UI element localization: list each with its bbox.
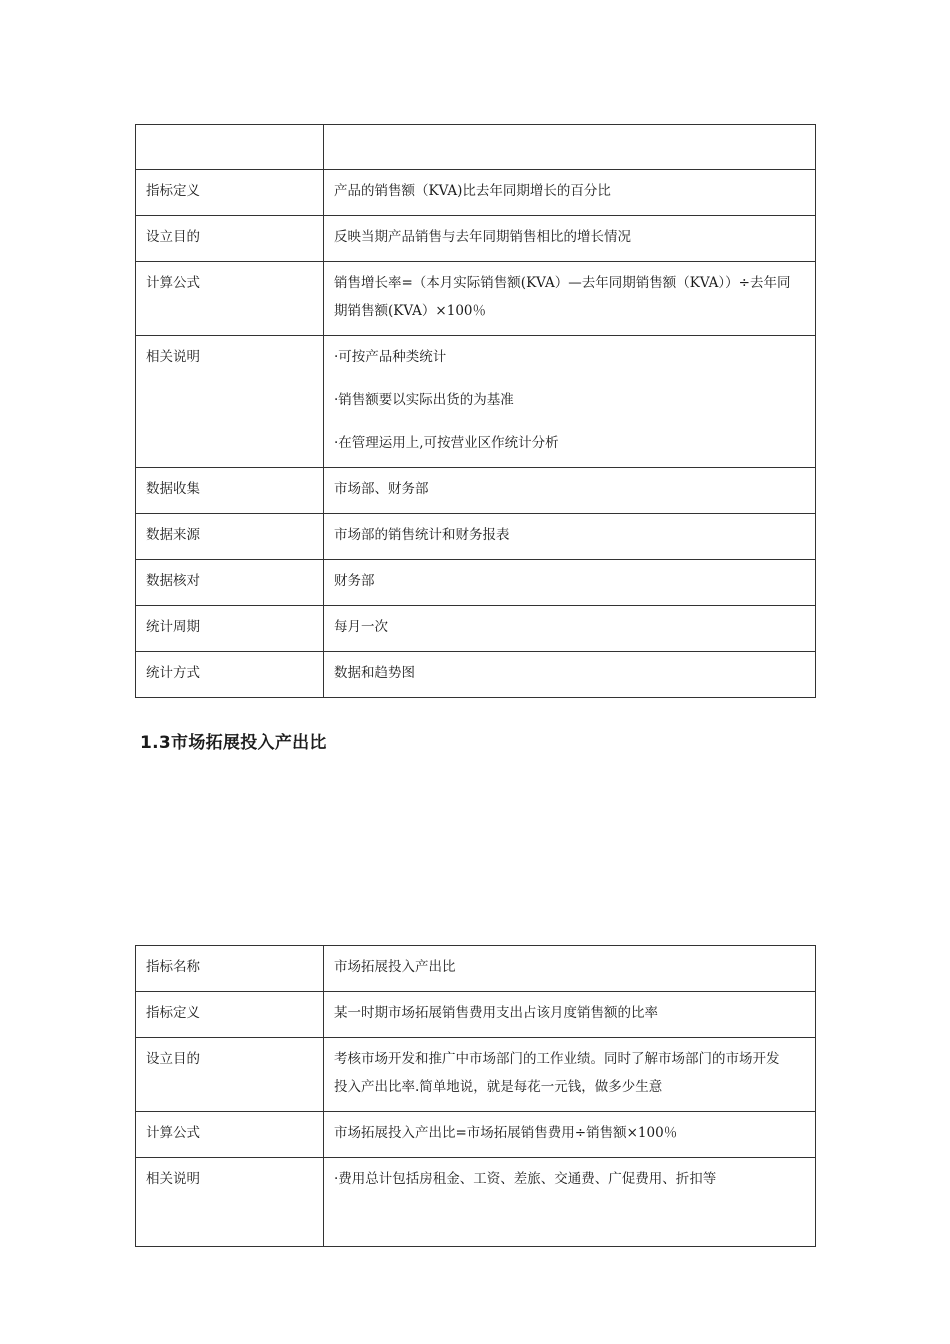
row-value: 某一时期市场拓展销售费用支出占该月度销售额的比率 <box>324 992 816 1038</box>
table-row <box>136 125 816 170</box>
indicator-table-sales-growth <box>135 124 816 698</box>
row-label: 统计方式 <box>136 652 324 698</box>
row-label: 指标定义 <box>136 170 324 216</box>
row-value: ·费用总计包括房租金、工资、差旅、交通费、广促费用、折扣等 <box>324 1158 816 1247</box>
table-row <box>136 1158 816 1247</box>
table-row <box>136 652 816 698</box>
row-label: 设立目的 <box>136 216 324 262</box>
row-value: 反映当期产品销售与去年同期销售相比的增长情况 <box>324 216 816 262</box>
table-row <box>136 1112 816 1158</box>
row-value: 每月一次 <box>324 606 816 652</box>
row-value <box>324 336 816 468</box>
row-label: 计算公式 <box>136 1112 324 1158</box>
formula-line: 期销售额(KVA）×100％ <box>334 303 487 319</box>
row-value: 市场拓展投入产出比=市场拓展销售费用÷销售额×100％ <box>324 1112 816 1158</box>
row-value: 市场部的销售统计和财务报表 <box>324 514 816 560</box>
row-label: 统计周期 <box>136 606 324 652</box>
row-value <box>324 262 816 336</box>
formula-line: 销售增长率=（本月实际销售额(KVA）—去年同期销售额（KVA））÷去年同 <box>334 275 791 291</box>
table-row <box>136 336 816 468</box>
note-item: ·在管理运用上,可按营业区作统计分析 <box>334 435 559 451</box>
table-row <box>136 606 816 652</box>
section-heading: 1.3市场拓展投入产出比 <box>140 733 327 753</box>
note-item: ·销售额要以实际出货的为基准 <box>334 392 514 408</box>
table-row <box>136 216 816 262</box>
row-label: 指标定义 <box>136 992 324 1038</box>
row-label: 指标名称 <box>136 946 324 992</box>
row-label: 相关说明 <box>136 336 324 468</box>
indicator-table-market-roi <box>135 945 816 1247</box>
row-label: 相关说明 <box>136 1158 324 1247</box>
table-row <box>136 1038 816 1112</box>
table-row <box>136 514 816 560</box>
table-row <box>136 468 816 514</box>
row-label: 数据来源 <box>136 514 324 560</box>
row-value: 数据和趋势图 <box>324 652 816 698</box>
row-value: 市场部、财务部 <box>324 468 816 514</box>
purpose-line: 投入产出比率.简单地说，就是每花一元钱，做多少生意 <box>334 1079 663 1095</box>
table-row <box>136 992 816 1038</box>
note-item: ·可按产品种类统计 <box>334 349 447 365</box>
table-row <box>136 262 816 336</box>
purpose-line: 考核市场开发和推广中市场部门的工作业绩。同时了解市场部门的市场开发 <box>334 1051 780 1067</box>
row-value <box>324 1038 816 1112</box>
row-value <box>324 125 816 170</box>
row-label: 设立目的 <box>136 1038 324 1112</box>
table-row <box>136 170 816 216</box>
row-value: 产品的销售额（KVA)比去年同期增长的百分比 <box>324 170 816 216</box>
row-label <box>136 125 324 170</box>
row-label: 数据核对 <box>136 560 324 606</box>
table-row <box>136 560 816 606</box>
row-label: 计算公式 <box>136 262 324 336</box>
table-row <box>136 946 816 992</box>
row-value: 市场拓展投入产出比 <box>324 946 816 992</box>
row-label: 数据收集 <box>136 468 324 514</box>
row-value: 财务部 <box>324 560 816 606</box>
